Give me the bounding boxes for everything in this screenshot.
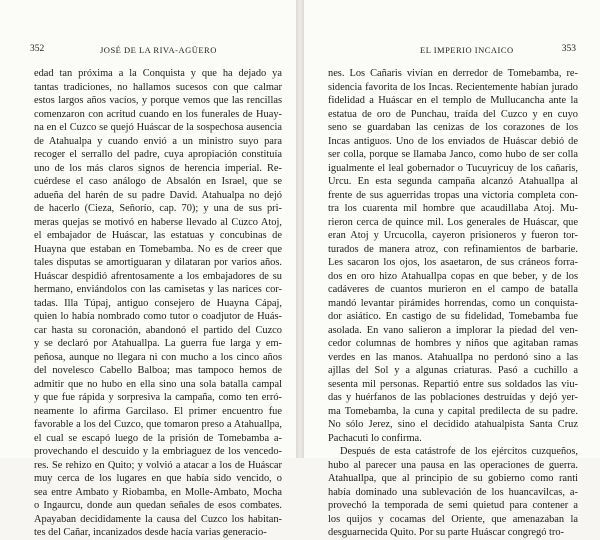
right-page-number: 353 <box>561 44 576 54</box>
text-line: Incas antiguos. Uno de los enviados de Huáscar debió de <box>328 135 578 147</box>
text-line: estos largos años vacíos, y porque vemos que las rencillas <box>34 95 282 106</box>
text-line: ser colla, porque se llamaba Janco, como hubo de ser colla <box>328 149 578 160</box>
text-line: Después de esta catástrofe de los ejércitos cuzqueños, <box>340 446 578 457</box>
text-line: neamente lo afirma Garcilaso. El primer encuentro fue <box>34 405 282 417</box>
text-line: fidelidad a Huáscar en el templo de Mullucancha ante la <box>328 95 578 106</box>
right-body-text <box>328 67 578 540</box>
text-line: admitir que no hubo en ella sino una sola batalla campal <box>34 378 282 390</box>
right-running-title: EL IMPERIO INCAICO <box>420 45 514 55</box>
text-line: cedor columnas de hombres y niños que agitaban ramas <box>328 338 578 349</box>
right-page <box>304 0 600 538</box>
text-line: los quijos y cocamas del Oriente, que amenazaban la <box>328 513 578 525</box>
text-line: peñosa, aunque no llegara ni con mucho a los cinco años <box>34 351 282 363</box>
text-line: eran Atoj y Urcucolla, cayeron prisioneros y fueron tor- <box>328 230 578 241</box>
text-line: había dominado una sublevación de los huancavilcas, a- <box>328 486 578 498</box>
text-line: tales disputas se amortiguaran y dilataran por varios años. <box>34 257 282 268</box>
text-line: hubo al parecer una pausa en las operaciones de guerra. <box>328 459 578 471</box>
text-line: dos en oro hizo Atahuallpa copas en que beber, y de los <box>328 270 578 282</box>
text-line: car hasta su coronación, abandonó el partido del Cuzco <box>34 324 282 336</box>
text-line: y que fue rápida y sorpresiva la campaña, como ten erró- <box>34 392 282 403</box>
text-line: muy cerca de los lugares en que había sido vencido, o <box>34 473 282 484</box>
left-body-text <box>34 67 282 540</box>
text-line: el embajador de Huáscar, las estatuas y concubinas de <box>34 230 282 241</box>
left-page <box>0 0 296 538</box>
text-line: Urcu. En esta segunda campaña alcanzó Atahuallpa al <box>328 176 578 187</box>
text-line: adueña del harén de su padre David. Atahualpa no dejó <box>34 189 282 201</box>
text-line: rieron cerca de quince mil. Los generales de Huáscar, que <box>328 216 578 228</box>
left-page-number: 352 <box>30 44 45 54</box>
text-line: ajllas del Sol y a algunas criaturas. Pasó a cuchillo a <box>328 365 578 376</box>
text-line: Les sacaron los ojos, los asaetaron, de sus cráneos forra- <box>328 257 578 268</box>
text-line: de Atahualpa y cuando envió a un ministro suyo para <box>34 135 282 147</box>
text-line: igualmente el leal gobernador o Tucuyricuy de los cañaris, <box>328 162 578 174</box>
text-line: del novelesco Cabello Balboa; mas tampoco hemos de <box>34 365 282 376</box>
text-line: dor asiático. En castigo de su fidelidad, Tomebamba fue <box>328 311 578 322</box>
text-line: recoger el serrallo del padre, cuya apropiación constituía <box>34 149 282 160</box>
text-line: sea entre Ambato y Riobamba, en Molle-Ambato, Mocha <box>34 486 282 498</box>
text-line: provechó la temporada de semi quietud para contener a <box>328 500 578 511</box>
text-line: Pachacuti lo confirma. <box>328 432 422 444</box>
text-line: Huayna que estaban en Tomebamba. No es de creer que <box>34 243 282 255</box>
text-line: frente de sus aguerridas tropas una victoria completa con- <box>328 189 578 201</box>
text-line: y se declaró por Atahuallpa. La guerra fue larga y em- <box>34 338 282 349</box>
text-line: seno se guardaban las cenizas de los corazones de los <box>328 122 578 133</box>
text-line: de hacerlo (Cieza, Señorío, cap. 70); y una de sus pri- <box>34 203 282 214</box>
text-line: tantas tradiciones, no hallamos sucesos con que calmar <box>34 81 282 93</box>
text-line: ma Tomebamba, la cuna y capital predilecta de su padre. <box>328 405 578 417</box>
text-line: estatua de oro de Punchau, traída del Cuzco y en cuyo <box>328 108 578 120</box>
left-running-head <box>0 44 296 56</box>
text-line: sidencia favorita de los Incas. Recientemente habían jurado <box>328 81 578 93</box>
text-line: meras quejas se motivó en haberse llevado al Cuzco Atoj, <box>34 216 282 228</box>
text-line: sesenta mil personas. Repartió entre sus soldados las viu- <box>328 378 578 390</box>
text-line: tes del Cañar, incanizados desde hacía varias generacio- <box>34 527 267 538</box>
text-line: edad tan próxima a la Conquista y que ha dejado ya <box>34 68 282 79</box>
left-running-title: JOSÉ DE LA RIVA-AGÜERO <box>100 45 217 55</box>
text-line: desguarnecida Quito. Por su parte Huáscar congregó tro- <box>328 527 565 538</box>
text-line: hermano, enviándolos con las camisetas y las narices cor- <box>34 284 282 295</box>
text-line: tadas. Illa Túpaj, antiguo consejero de Huayna Cápaj, <box>34 297 282 309</box>
text-line: favorable a los del Cuzco, que tomaron preso a Atahuallpa, <box>34 419 282 430</box>
text-line: provechando el descuido y la embriaguez de los vencedo- <box>34 446 282 457</box>
text-line: nes. Los Cañaris vivían en derredor de Tomebamba, re- <box>328 68 578 79</box>
text-line: res. Se rehizo en Quito; y volvió a atacar a los de Huáscar <box>34 459 282 471</box>
book-gutter <box>296 0 304 458</box>
text-line: Atahuallpa, que al principio de su gobierno como ranti <box>328 473 578 484</box>
text-line: cadáveres de cuantos murieron en el campo de batalla <box>328 284 578 295</box>
text-line: Apayaban decididamente la causa del Cuzco los habitan- <box>34 513 282 525</box>
text-line: quien lo había nombrado como tutor o coadjutor de Huás- <box>34 311 282 322</box>
text-line: Huáscar despidió afrentosamente a los embajadores de su <box>34 270 282 282</box>
text-line: comenzaron con acritud cuando en los funerales de Huay- <box>34 108 282 120</box>
text-line: turados de manera atroz, con refinamientos de barbarie. <box>328 243 578 255</box>
text-line: o Ingaurcu, donde aun quedan señales de esos combates. <box>34 500 282 511</box>
text-line: uno de los más claros signos de herencia imperial. Re- <box>34 162 282 174</box>
text-line: na en el Cuzco se quejó Huáscar de la sospechosa ausencia <box>34 122 282 133</box>
text-line: el cual se escapó luego de la prisión de Tomebamba a- <box>34 432 282 444</box>
text-line: asolada. En vano salieron a implorar la piedad del ven- <box>328 324 578 336</box>
text-line: mandó levantar pirámides horrendas, como un conquista- <box>328 297 578 309</box>
text-line: das y huérfanos de las poblaciones destruídas y dejó yer- <box>328 392 578 403</box>
text-line: tra los cuarenta mil hombre que acaudillaba Atoj. Mu- <box>328 203 578 214</box>
right-running-head <box>304 44 600 56</box>
text-line: No sólo Jerez, sino el decidido atahualpista Santa Cruz <box>328 419 578 430</box>
text-line: verdes en las manos. Atahuallpa no perdonó sino a las <box>328 351 578 363</box>
text-line: cuérdese el caso análogo de Absalón en Israel, que se <box>34 176 282 187</box>
